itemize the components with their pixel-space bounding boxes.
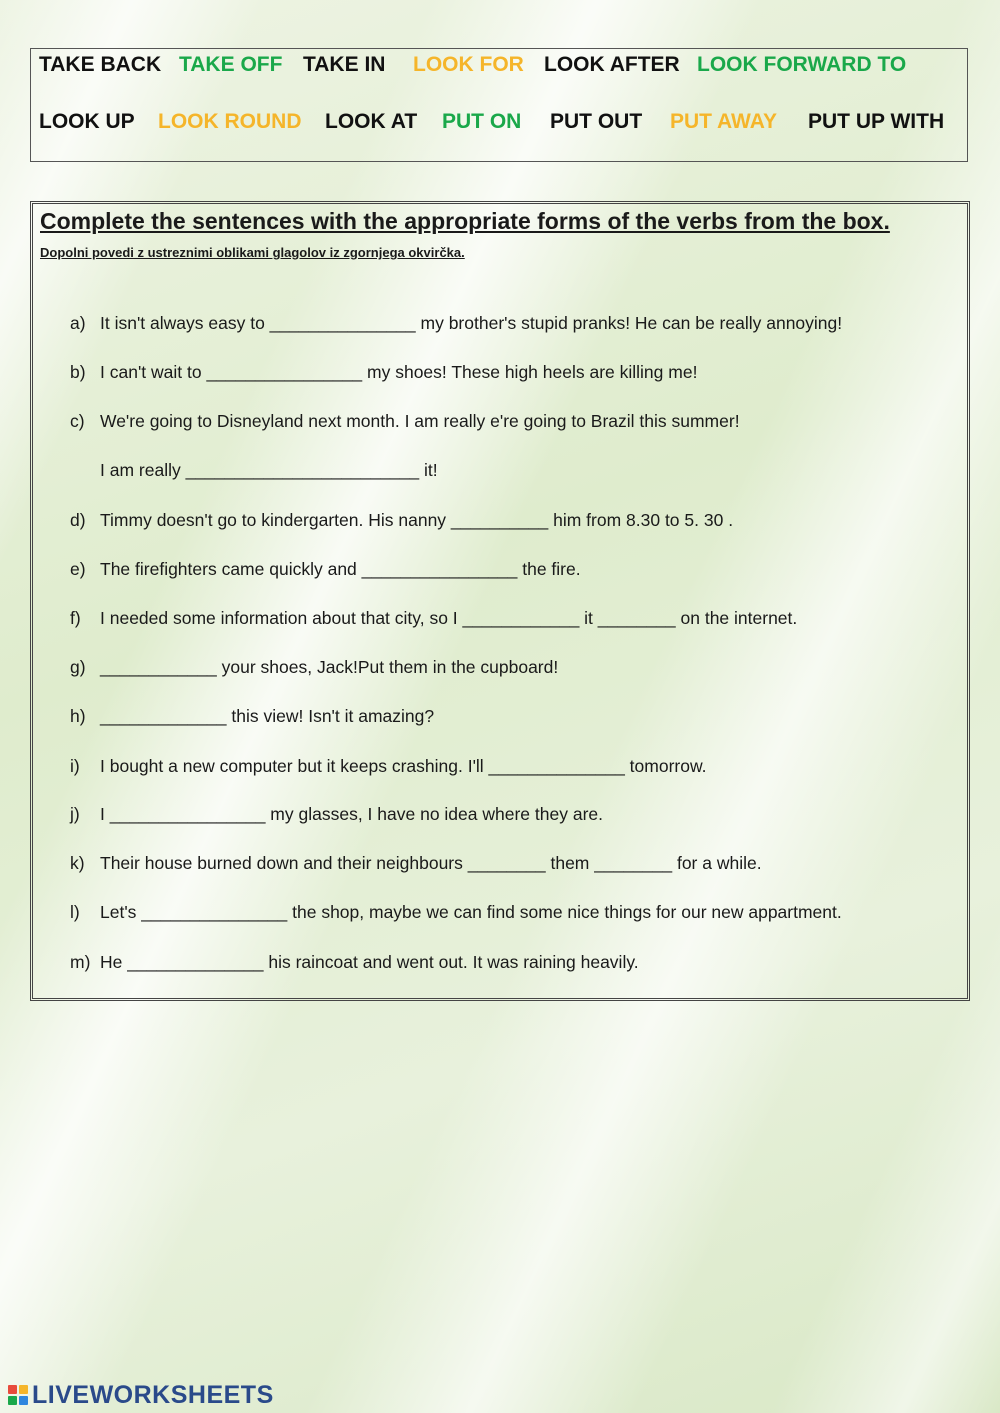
sentence-g [70, 657, 558, 678]
sentence-text: We're going to Disneyland next month. I am really e're going to Brazil this summer! [100, 411, 740, 431]
sentence-i [70, 756, 707, 777]
verb-look-forward-to: LOOK FORWARD TO [697, 53, 907, 76]
verb-put-away: PUT AWAY [670, 110, 777, 133]
verb-take-back: TAKE BACK [39, 53, 162, 76]
sentence-j [70, 804, 603, 825]
verb-put-on: PUT ON [442, 110, 522, 133]
sentence-text[interactable]: The firefighters came quickly and ________________ the fire. [100, 559, 581, 579]
verb-look-round: LOOK ROUND [158, 110, 302, 133]
sentence-letter: h) [70, 706, 86, 726]
sentence-a [70, 313, 842, 334]
verb-look-up: LOOK UP [39, 110, 135, 133]
sentence-text[interactable]: It isn't always easy to _______________ my brother's stupid pranks! He can be really annoying! [100, 313, 843, 333]
sentence-text[interactable]: I bought a new computer but it keeps crashing. I'll ______________ tomorrow. [100, 756, 707, 776]
sentence-letter: j) [70, 804, 80, 824]
exercise-box [30, 201, 970, 1001]
liveworksheets-logo-icon [8, 1385, 28, 1405]
logo-square-blue [19, 1396, 28, 1405]
sentence-letter: k) [70, 853, 85, 873]
verb-take-off: TAKE OFF [179, 53, 283, 76]
sentence-text[interactable]: _____________ this view! Isn't it amazing? [100, 706, 435, 726]
sentence-letter: f) [70, 608, 81, 628]
sentence-letter: a) [70, 313, 86, 333]
verb-look-after: LOOK AFTER [544, 53, 680, 76]
sentence-e [70, 559, 581, 580]
logo-square-green [8, 1396, 17, 1405]
footer-brand: LIVEWORKSHEETS [32, 1380, 274, 1409]
sentence-b [70, 362, 697, 383]
verb-take-in: TAKE IN [303, 53, 386, 76]
sentence-letter: m) [70, 952, 91, 972]
verb-put-up-with: PUT UP WITH [808, 110, 945, 133]
sentence-text[interactable]: Let's _______________ the shop, maybe we can find some nice things for our new appartment. [100, 902, 842, 922]
sentence-text[interactable]: I can't wait to ________________ my shoes! These high heels are killing me! [100, 362, 698, 382]
sentence-d [70, 510, 733, 531]
verb-look-at: LOOK AT [325, 110, 418, 133]
sentence-letter: e) [70, 559, 86, 579]
liveworksheets-footer[interactable] [8, 1380, 274, 1410]
verb-box [30, 48, 968, 162]
sentence-text[interactable]: Their house burned down and their neighbours ________ them ________ for a while. [100, 853, 762, 873]
verb-look-for: LOOK FOR [413, 53, 524, 76]
sentence-letter: g) [70, 657, 86, 677]
sentence-k [70, 853, 762, 874]
logo-square-red [8, 1385, 17, 1394]
sentence-m [70, 952, 639, 973]
sentence-text[interactable]: I am really ________________________ it! [100, 460, 438, 480]
sentence-letter: c) [70, 411, 85, 431]
sentence-letter: l) [70, 902, 80, 922]
sentence-text[interactable]: Timmy doesn't go to kindergarten. His nanny __________ him from 8.30 to 5. 30 . [100, 510, 734, 530]
sentence-f [70, 608, 797, 629]
sentence-c-continued [70, 460, 438, 481]
sentence-text[interactable]: I needed some information about that city, so I ____________ it ________ on the internet. [100, 608, 798, 628]
sentence-c [70, 411, 740, 432]
sentence-text[interactable]: I ________________ my glasses, I have no idea where they are. [100, 804, 603, 824]
verb-put-out: PUT OUT [550, 110, 643, 133]
sentence-letter: b) [70, 362, 86, 382]
sentence-letter: i) [70, 756, 80, 776]
sentence-l [70, 902, 842, 923]
sentence-text[interactable]: He ______________ his raincoat and went out. It was raining heavily. [100, 952, 639, 972]
sentence-text[interactable]: ____________ your shoes, Jack!Put them in the cupboard! [100, 657, 559, 677]
exercise-title: Complete the sentences with the appropriate forms of the verbs from the box. [40, 208, 890, 234]
sentence-letter: d) [70, 510, 86, 530]
logo-square-yellow [19, 1385, 28, 1394]
sentence-h [70, 706, 434, 727]
exercise-subtitle: Dopolni povedi z ustreznimi oblikami glagolov iz zgornjega okvirčka. [40, 245, 465, 260]
